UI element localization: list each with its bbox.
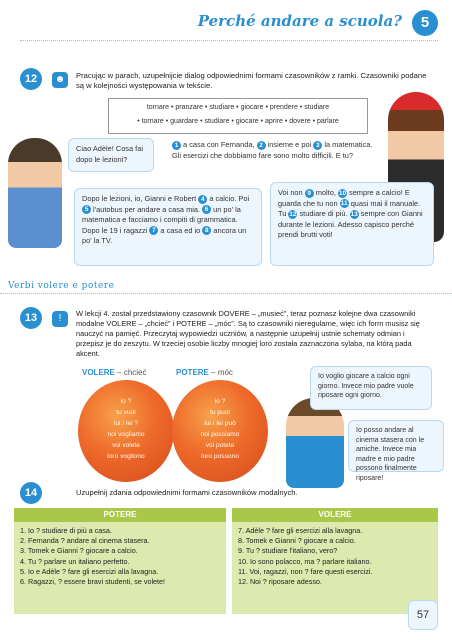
sentence-item: 7. Adèle ? fare gli esercizi alla lavagna. — [238, 526, 363, 535]
blank-13: 13 — [350, 210, 358, 218]
dialog-text: ancora un po' la TV. — [82, 225, 247, 245]
sentence-item: 12. Noi ? riposare adesso. — [238, 577, 322, 587]
volere-form: noi vogliamo — [107, 431, 145, 438]
word-box-line-2: • tornare • guardare • studiare • giocare • aprire • dovere • parlare — [137, 118, 339, 125]
sentence-item: 11. Voi, ragazzi, non ? fare questi esercizi. — [238, 566, 373, 576]
blank-2: 2 — [257, 141, 266, 150]
volere-label — [82, 368, 147, 377]
potere-form: tu puoi — [210, 409, 230, 416]
potere-heading: POTERE — [176, 368, 209, 377]
attention-icon: ! — [52, 311, 68, 327]
volere-form: voi volete — [112, 442, 140, 449]
dialog-text: sempre a calcio! E guarda che tu non — [278, 188, 410, 208]
sentence-item: 2. Fernanda ? andare al cinema stasera. — [20, 536, 150, 546]
potere-form: voi potete — [205, 442, 235, 449]
volere-form: loro vogliono — [107, 453, 145, 460]
volere-forms — [78, 396, 174, 462]
sentence-item: 4. Tu ? parlare un italiano perfetto. — [20, 556, 130, 566]
potere-form: lui / lei può — [204, 420, 236, 427]
exercise-14-instruction: Uzupełnij zdania odpowiednimi formami czasowników modalnych. — [76, 488, 298, 497]
potere-box-heading: POTERE — [14, 508, 226, 522]
speech-bubble-left: Ciao Adèle! Cosa fai dopo le lezioni? — [68, 138, 154, 172]
exercise-number-12: 12 — [20, 68, 42, 90]
blank-1: 1 — [172, 141, 181, 150]
volere-form: lui / lei ? — [113, 420, 139, 427]
dialog-text: a casa con Fernanda, — [181, 140, 257, 149]
blank-3: 3 — [313, 141, 322, 150]
section-title: Verbi volere e potere — [8, 281, 115, 291]
blank-9: 9 — [305, 189, 314, 198]
potere-form: io ? — [214, 398, 226, 405]
dialog-text: un po' la matematica e facciamo i compiti di grammatica. Dopo le 19 i ragazzi — [82, 204, 241, 235]
sentence-item: 8. Tomek e Gianni ? giocare a calcio. — [238, 536, 356, 546]
dialog-text: a casa ed io — [158, 225, 203, 235]
dialog-text: insieme e poi — [265, 140, 314, 149]
exercise-13-instruction: W lekcji 4. został przedstawiony czasownik DOVERE – „musieć”, teraz poznasz kolejne dwa czasowniki modalne VOLERE – „chcieć” i POTERE – „móc”. Są to czasowniki nieregularne, więc ich form musisz się nauczyć na pamięć. Przeczytaj wypowiedzi uczniów, a następnie uzupełnij ustnie schematy odmian i przepisz je do zeszytu. W trzeciej osobie liczby mnogiej loro została zaznaczona sylaba, na którą pada akcent. — [76, 309, 420, 358]
dialog-box-left — [74, 188, 262, 266]
dialog-text: sempre con Gianni durante le lezioni. Adesso capisco perché prendi brutti voti! — [278, 209, 423, 239]
volere-heading: VOLERE — [82, 368, 115, 377]
pair-work-icon: ☻ — [52, 72, 68, 88]
dialog-text: Voi non — [278, 188, 305, 197]
blank-4: 4 — [198, 195, 207, 204]
sentence-item: 10. Io sono polacco, ma ? parlare italiano. — [238, 556, 372, 566]
sentence-item: 6. Ragazzi, ? essere bravi studenti, se volete! — [20, 577, 166, 587]
dialog-text: molto, — [313, 188, 338, 197]
speech-bubble-voglio: Io voglio giocare a calcio ogni giorno. Invece mio padre vuole riposare ogni giorno. — [310, 366, 432, 410]
speech-bubble-right — [172, 140, 382, 161]
sentence-item: 5. Io e Adèle ? fare gli esercizi alla lavagna. — [20, 566, 159, 576]
dialog-text: quasi mai il manuale. Tu — [278, 198, 421, 218]
volere-form: tu vuoi — [116, 409, 136, 416]
potere-form: noi possiamo — [200, 431, 240, 438]
student-illustration — [286, 398, 344, 488]
potere-forms — [172, 396, 268, 462]
potere-form: loro possono — [201, 453, 239, 460]
blank-10: 10 — [338, 189, 347, 197]
sentence-item: 1. Io ? studiare di più a casa. — [20, 526, 112, 535]
blank-11: 11 — [340, 200, 348, 208]
volere-sentences — [232, 522, 438, 591]
page-number: 57 — [408, 600, 438, 630]
blank-5: 5 — [82, 205, 91, 214]
dialog-box-right — [270, 182, 434, 266]
potere-sentences — [14, 522, 226, 591]
dialog-text: studiare di più. — [297, 209, 350, 218]
blank-7: 7 — [149, 226, 158, 235]
word-box — [108, 98, 368, 134]
boy-illustration — [8, 138, 62, 248]
potere-exercise-box — [14, 508, 226, 614]
unit-badge: 5 — [412, 10, 438, 36]
dialog-text: l'autobus per andare a casa mia. — [91, 204, 203, 214]
exercise-number-14: 14 — [20, 482, 42, 504]
potere-label — [176, 368, 233, 377]
blank-12: 12 — [289, 210, 297, 218]
exercise-number-13: 13 — [20, 307, 42, 329]
blank-8: 8 — [202, 226, 211, 235]
section-divider — [0, 293, 452, 294]
exercise-12-instruction: Pracując w parach, uzupełnijcie dialog odpowiednimi formami czasowników z ramki. Czasowniki podane są w kolejności występowania w tekście. — [76, 71, 427, 90]
speech-bubble-posso: Io posso andare al cinema stasera con le amiche. Invece mia madre e mio padre possono finalmente riposare! — [348, 420, 444, 472]
word-box-line-1: tornare • pranzare • studiare • giocare • prendere • studiare — [146, 104, 330, 111]
volere-exercise-box — [232, 508, 438, 614]
volere-box-heading: VOLERE — [232, 508, 438, 522]
page-title: Perché andare a scuola? — [197, 12, 402, 30]
dialog-text: la matematica. Gli esercizi che dobbiamo fare sono molto difficili. E tu? — [172, 140, 373, 160]
header-divider — [20, 40, 438, 42]
potere-meaning: – móc — [211, 368, 233, 377]
dialog-text: Dopo le lezioni, io, Gianni e Robert — [82, 194, 199, 203]
volere-form: io ? — [120, 398, 132, 405]
dialog-text: a calcio. Poi — [207, 194, 250, 203]
sentence-item: 9. Tu ? studiare l'italiano, vero? — [238, 546, 338, 556]
blank-6: 6 — [202, 205, 211, 214]
sentence-item: 3. Tomek e Gianni ? giocare a calcio. — [20, 546, 138, 556]
volere-meaning: – chcieć — [117, 368, 147, 377]
